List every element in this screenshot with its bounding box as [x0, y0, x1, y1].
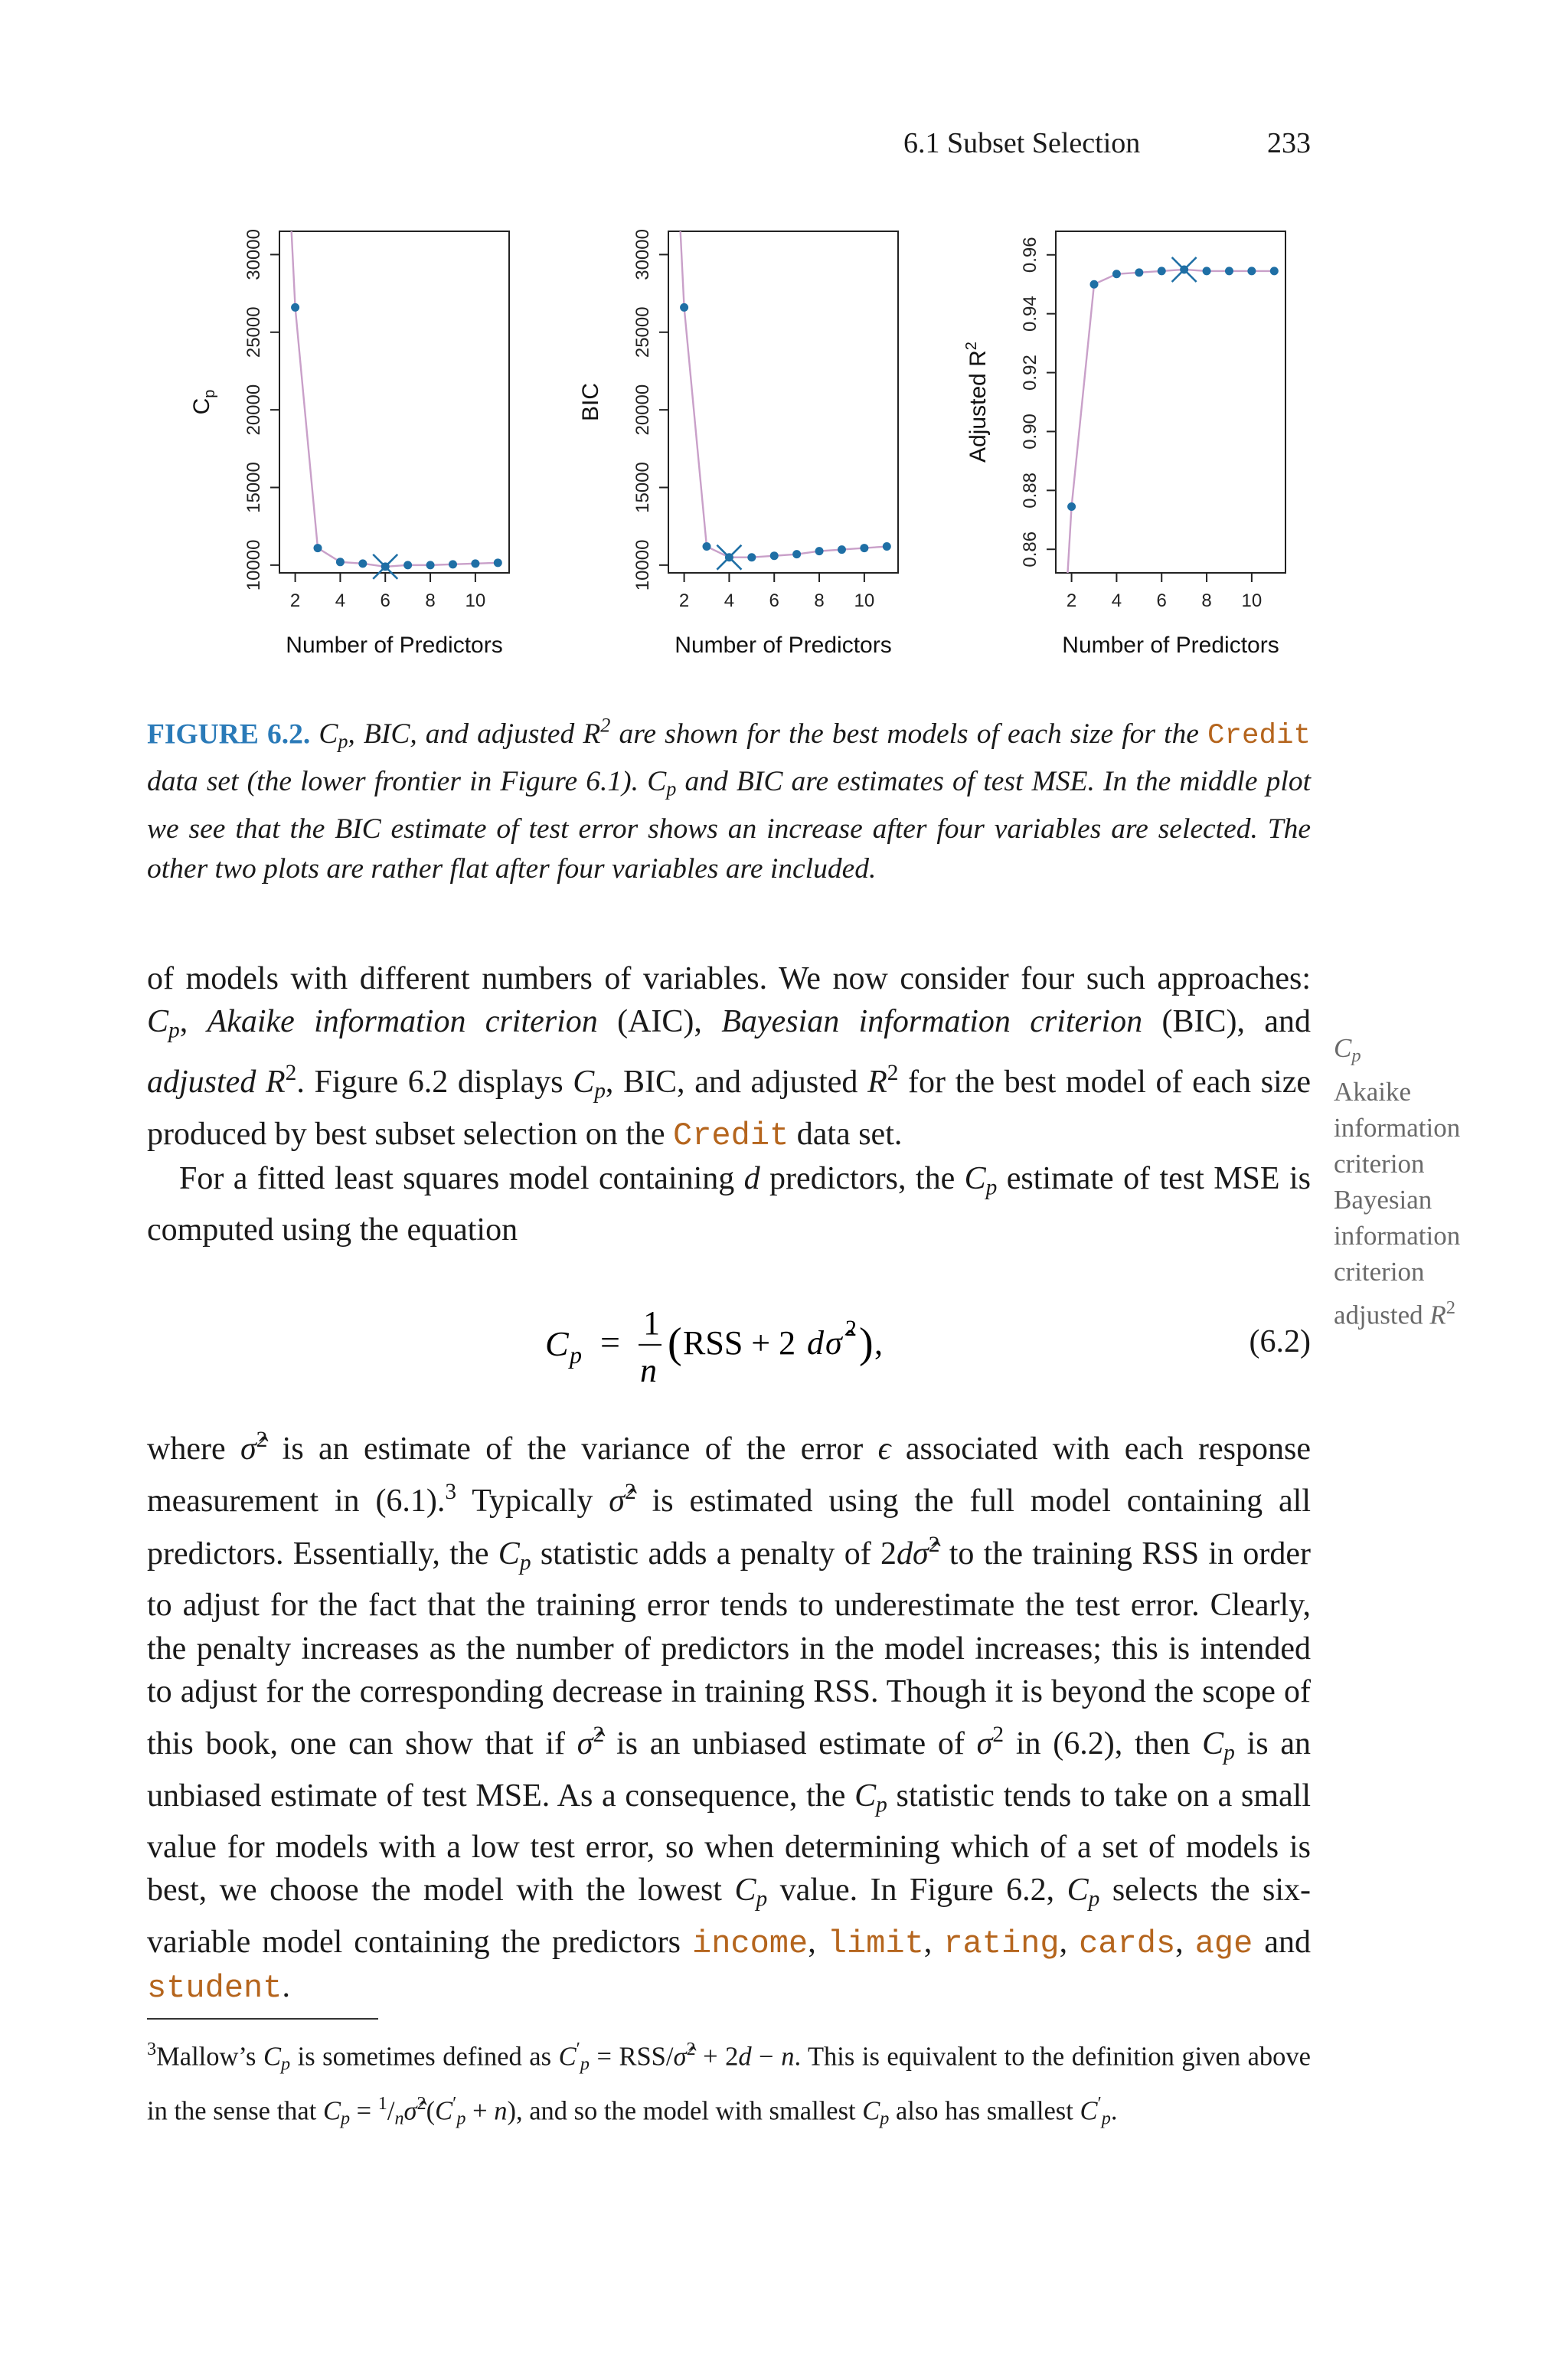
series-line — [273, 214, 498, 567]
x-axis-label: Number of Predictors — [675, 633, 892, 658]
data-point — [838, 545, 846, 554]
body-text — [147, 957, 1311, 1251]
eq-lhs: C — [545, 1324, 569, 1363]
x-tick-label: 6 — [769, 590, 779, 611]
series-group — [662, 214, 891, 561]
y-tick-label: 0.92 — [1020, 355, 1040, 391]
y-tick-label: 10000 — [632, 539, 653, 591]
data-point — [860, 544, 868, 552]
x-tick-label: 4 — [1111, 590, 1122, 611]
running-title: 6.1 Subset Selection — [903, 127, 1141, 159]
y-tick-label: 20000 — [632, 384, 653, 436]
eq-comma: , — [874, 1324, 883, 1362]
x-tick-label: 10 — [854, 590, 875, 611]
figure-label: FIGURE 6.2. — [147, 718, 311, 751]
y-axis-label: Adjusted $R^2$ — [963, 342, 991, 463]
code-cards: cards — [1079, 1925, 1176, 1963]
y-tick-label: 25000 — [632, 306, 653, 358]
eq-lhs-sub: p — [570, 1341, 582, 1369]
code-limit: limit — [827, 1925, 924, 1963]
code-credit: Credit — [1207, 720, 1312, 753]
code-rating: rating — [943, 1925, 1060, 1963]
code-student: student — [147, 1970, 283, 2007]
data-point — [1135, 268, 1143, 276]
paragraph: where σ̂$^2$ is an estimate of the variance of the error ϵ associated with each response measurement in (6.1).$^3$ Typically σ̂$^2$ is estimated using the full model containing all predictors. Essentially, the $C_p$ statistic adds a penalty of 2dσ̂$^2$ to the training RSS in order to adjust for the fact that the training error tends to underestimate the test error. Clearly, the penalty increases as the number of predictors in the model increases; this is intended to adjust for the corresponding decrease in training RSS. Though it is beyond the scope of this book, one can show that if σ̂$^2$ is an unbiased estimate of $\sigma^2$ in (6.2), then $C_p$ is an unbiased estimate of test MSE. As a consequence, the $C_p$ statistic tends to take on a small value for models with a low test error, so when determining which of a set of models is best, we choose the model with the lowest $C_p$ value. In Figure 6.2, $C_p$ selects the six-variable model containing the predictors income, limit, rating, cards, age and student. — [147, 1428, 1312, 2007]
x-axis-label: Number of Predictors — [286, 633, 503, 658]
eq-d: d — [807, 1324, 824, 1362]
y-tick-label: 0.86 — [1020, 531, 1040, 568]
adjusted-r2-plot — [914, 214, 1312, 674]
eq-denominator: n — [640, 1352, 657, 1389]
data-point — [703, 542, 711, 551]
x-axis-label: Number of Predictors — [1062, 633, 1279, 658]
running-head — [903, 126, 1311, 172]
data-point — [1158, 267, 1166, 275]
y-tick-label: 0.94 — [1020, 296, 1040, 332]
margin-note-cp: $C_p$ — [1334, 1033, 1361, 1067]
code-income: income — [691, 1925, 808, 1963]
data-point — [1112, 270, 1121, 278]
data-point — [336, 558, 345, 566]
data-point — [770, 551, 779, 560]
data-point — [883, 542, 891, 551]
data-point — [471, 559, 479, 568]
series-line — [662, 214, 887, 558]
plot-frame — [1056, 231, 1285, 573]
y-tick-label: 20000 — [243, 384, 264, 436]
footnote-marker: 3 — [445, 1480, 457, 1505]
x-tick-label: 2 — [289, 590, 301, 611]
data-point — [291, 303, 299, 312]
code-age: age — [1194, 1925, 1253, 1963]
eq-equals: = — [600, 1323, 620, 1362]
series-group — [273, 214, 502, 571]
data-point — [792, 550, 801, 558]
bic-plot — [527, 214, 925, 674]
margin-note-aic: Akaike information criterion — [1334, 1077, 1461, 1179]
x-tick-label: 10 — [465, 590, 486, 611]
y-tick-label: 30000 — [243, 229, 264, 280]
code-credit: Credit — [673, 1117, 789, 1154]
eq-numerator: 1 — [643, 1304, 660, 1342]
x-tick-label: 2 — [678, 590, 690, 611]
caption-text: $C_p$, BIC, and adjusted $R^2$ are shown for the best models of each size for the Credit data set (the lower frontier in Figure 6.1). $C_p$ and BIC are estimates of test MSE. In the middle plot we see that the BIC estimate of test error shows an increase after four variables are selected. The other two plots are rather flat after four variables are included. — [147, 715, 1312, 885]
paragraph: of models with different numbers of variables. We now consider four such approaches: $C_p$, Akaike information criterion (AIC), Bayesian information criterion (BIC), and adjusted $R^2$. Figure 6.2 displays $C_p$, BIC, and adjusted $R^2$ for the best model of each size produced by best subset selection on the Credit data set. — [147, 961, 1311, 1154]
footnote: $^3$Mallow’s $C_p$ is sometimes defined as $C'_p$ = RSS/σ̂$^2$ + 2d − n. This is equivalent to the definition given above in the sense that $C_p$ = $^1/_n\sigmâ^2(C'_p + n)$, and so the model with smallest $C_p$ also has smallest $C'_p$. — [147, 2039, 1311, 2129]
data-point — [1225, 267, 1233, 275]
data-point — [1067, 502, 1076, 511]
margin-note-adjusted-r2: adjusted $R^2$ — [1334, 1297, 1456, 1330]
series-line — [1049, 270, 1274, 674]
data-point — [680, 303, 688, 312]
figure-6-2 — [138, 214, 1332, 689]
y-tick-label: 0.96 — [1020, 237, 1040, 273]
eq-paren-open: ( — [668, 1320, 682, 1367]
series-group — [1049, 265, 1279, 674]
page-number: 233 — [1267, 127, 1311, 159]
eq-paren-close: ) — [859, 1320, 874, 1367]
x-tick-label: 10 — [1241, 590, 1263, 611]
data-point — [815, 547, 824, 555]
figure-caption — [147, 706, 1311, 889]
y-tick-label: 0.90 — [1020, 414, 1040, 450]
equation-number: (6.2) — [1249, 1324, 1311, 1359]
footnote-rule — [147, 2018, 378, 2020]
data-point — [747, 553, 756, 561]
x-tick-label: 8 — [1201, 590, 1212, 611]
x-tick-label: 4 — [335, 590, 346, 611]
data-point — [1270, 267, 1279, 275]
eq-rss: RSS + 2 — [683, 1324, 796, 1362]
data-point — [358, 559, 367, 568]
y-tick-label: 10000 — [243, 539, 264, 591]
y-axis-label: BIC — [578, 382, 603, 422]
y-axis-label: $C_p$ — [189, 389, 218, 415]
y-tick-label: 0.88 — [1020, 472, 1040, 509]
eq-sigma: σ̂ — [825, 1324, 842, 1362]
data-point — [426, 561, 435, 569]
equation-6-2 — [147, 1294, 1311, 1394]
x-tick-label: 8 — [814, 590, 825, 611]
paragraph: For a fitted least squares model containing d predictors, the $C_p$ estimate of test MSE is computed using the equation — [147, 1160, 1311, 1248]
data-point — [494, 558, 502, 567]
y-tick-label: 15000 — [632, 462, 653, 513]
y-tick-label: 30000 — [632, 229, 653, 280]
cp-plot — [138, 214, 536, 674]
y-tick-label: 25000 — [243, 306, 264, 358]
data-point — [1203, 267, 1211, 275]
plot-frame — [279, 231, 509, 573]
y-tick-label: 15000 — [243, 462, 264, 513]
eq-sigma-sup: 2 — [845, 1316, 857, 1341]
x-tick-label: 6 — [1156, 590, 1167, 611]
body-text-continued — [147, 1418, 1311, 2010]
plot-frame — [668, 231, 898, 573]
equation-body — [545, 1302, 1096, 1394]
data-point — [403, 561, 412, 569]
x-tick-label: 2 — [1066, 590, 1077, 611]
data-point — [449, 560, 457, 568]
data-point — [1090, 280, 1099, 289]
x-tick-label: 4 — [724, 590, 735, 611]
data-point — [1247, 267, 1256, 275]
margin-notes — [1334, 1030, 1556, 1333]
x-tick-label: 8 — [425, 590, 436, 611]
x-tick-label: 6 — [380, 590, 390, 611]
data-point — [314, 544, 322, 552]
margin-note-bic: Bayesian information criterion — [1334, 1185, 1461, 1287]
